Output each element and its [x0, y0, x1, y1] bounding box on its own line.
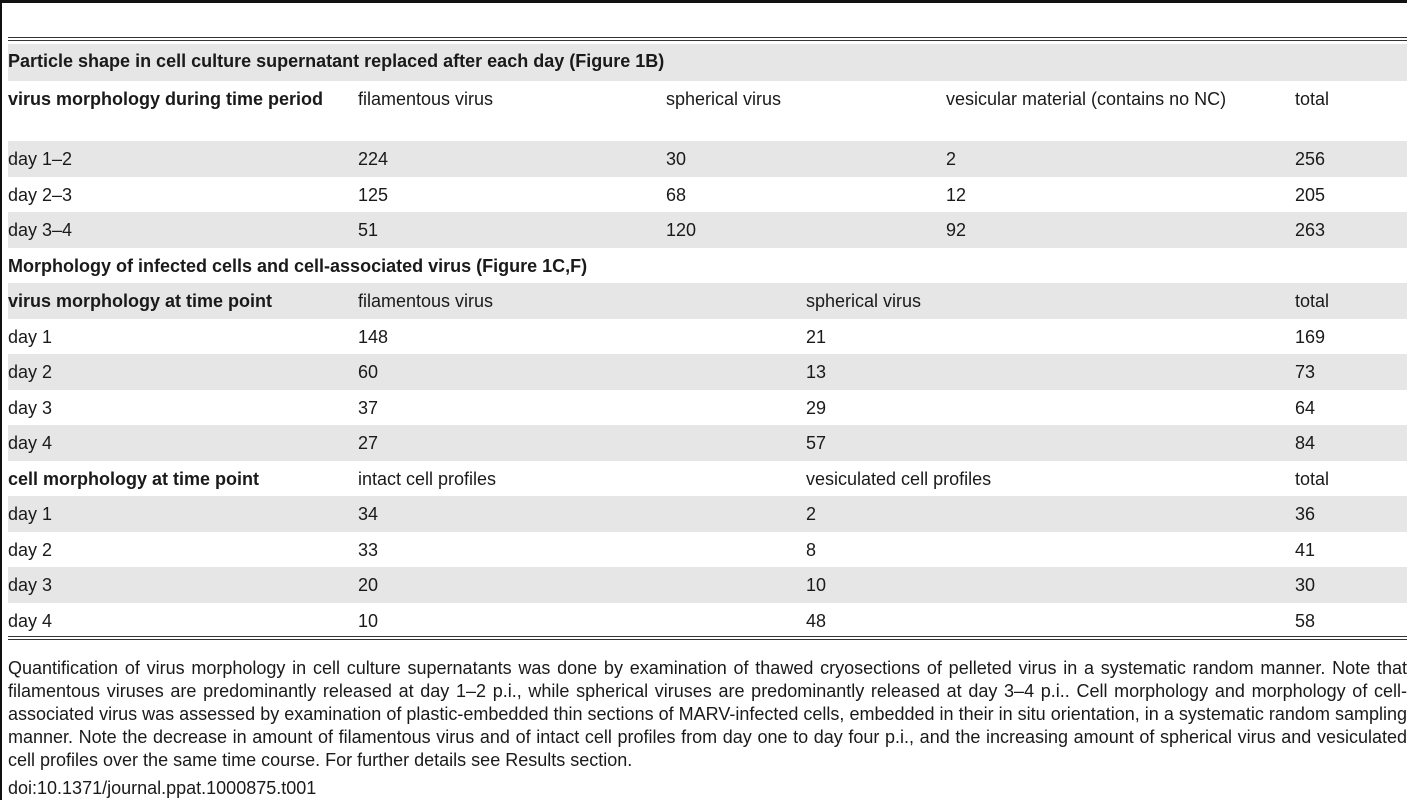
header-cell: filamentous virus	[358, 89, 494, 109]
section1-title: Particle shape in cell culture supernatant replaced after each day (Figure 1B)	[8, 44, 1407, 81]
section2-title: Morphology of infected cells and cell-associated virus (Figure 1C,F)	[8, 255, 588, 276]
header-row	[8, 283, 1407, 319]
table-row	[8, 603, 1407, 639]
table-row	[8, 141, 1407, 177]
cell: 21	[806, 326, 827, 347]
section-title-row	[8, 248, 1407, 284]
cell: 60	[358, 354, 806, 390]
table-row	[8, 319, 1407, 355]
cell: 2	[946, 141, 1295, 177]
table-row	[8, 212, 1407, 248]
cell: 224	[358, 141, 666, 177]
cell: day 4	[8, 425, 358, 461]
table-row	[8, 354, 1407, 390]
cell: 263	[1295, 212, 1407, 248]
header-cell: vesicular material (contains no NC)	[946, 89, 1227, 109]
table-bottom-rule	[8, 636, 1407, 642]
cell: 10	[806, 567, 1295, 603]
cell: 169	[1295, 326, 1326, 347]
data-table	[8, 44, 1407, 638]
cell: 205	[1295, 184, 1326, 205]
cell: 36	[1295, 496, 1407, 532]
header-cell: virus morphology at time point	[8, 283, 358, 319]
header-cell: vesiculated cell profiles	[806, 468, 992, 489]
cell: 29	[806, 397, 827, 418]
cell: 73	[1295, 354, 1407, 390]
cell: 148	[358, 326, 389, 347]
header-cell: spherical virus	[666, 89, 782, 109]
header-cell: filamentous virus	[358, 283, 806, 319]
table-row	[8, 532, 1407, 568]
cell: 48	[806, 610, 827, 631]
cell: 68	[666, 184, 687, 205]
header-row	[8, 461, 1407, 497]
cell: day 1	[8, 326, 53, 347]
cell: 10	[358, 610, 379, 631]
cell: 92	[946, 212, 1295, 248]
cell: 30	[666, 141, 946, 177]
top-border	[0, 0, 1407, 3]
header-cell: intact cell profiles	[358, 468, 497, 489]
cell: day 3	[8, 567, 358, 603]
cell: day 4	[8, 610, 53, 631]
header-cell: cell morphology at time point	[8, 468, 260, 489]
section-title-row	[8, 44, 1407, 81]
cell: 58	[1295, 610, 1316, 631]
cell: 57	[806, 425, 1295, 461]
header-cell: total	[1295, 468, 1330, 489]
cell: day 3–4	[8, 212, 358, 248]
table-top-rule-2	[8, 40, 1407, 41]
cell: day 2–3	[8, 184, 73, 205]
cell: 51	[358, 212, 666, 248]
cell: 34	[358, 496, 806, 532]
cell: day 1–2	[8, 141, 358, 177]
table-row	[8, 390, 1407, 426]
cell: 8	[806, 539, 817, 560]
table-row	[8, 177, 1407, 213]
header-row	[8, 81, 1407, 141]
cell: 2	[806, 496, 1295, 532]
header-cell: total	[1295, 89, 1330, 109]
cell: 13	[806, 354, 1295, 390]
cell: 30	[1295, 567, 1407, 603]
table-row	[8, 496, 1407, 532]
cell: 120	[666, 212, 946, 248]
cell: 41	[1295, 539, 1316, 560]
cell: 64	[1295, 397, 1316, 418]
doi-text: doi:10.1371/journal.ppat.1000875.t001	[8, 778, 317, 798]
header-cell: total	[1295, 283, 1407, 319]
cell: 256	[1295, 141, 1407, 177]
cell: 84	[1295, 425, 1407, 461]
cell: day 2	[8, 539, 53, 560]
cell: 125	[358, 184, 389, 205]
header-cell: virus morphology during time period	[8, 89, 324, 109]
cell: 20	[358, 567, 806, 603]
cell: 37	[358, 397, 379, 418]
table-caption: Quantification of virus morphology in cell culture supernatants was done by examination of thawed cryosections of pelleted virus in a systematic random manner. Note that filamentous viruses are predominantly released at day 1–2 p.i., while spherical viruses are predominantly released at day 3–4 p.i.. Cell morphology and morphology of cell-associated virus was assessed by examination of plastic-embedded thin sections of MARV-infected cells, embedded in their in situ orientation, in a systematic random sampling manner. Note the decrease in amount of filamentous virus and of intact cell profiles from day one to day four p.i., and the increasing amount of spherical virus and vesiculated cell profiles over the same time course. For further details see Results section.	[8, 658, 1407, 770]
table-row	[8, 425, 1407, 461]
table-row	[8, 567, 1407, 603]
header-cell: spherical virus	[806, 283, 1295, 319]
cell: day 2	[8, 354, 358, 390]
cell: 27	[358, 425, 806, 461]
cell: day 3	[8, 397, 53, 418]
table-top-rule	[8, 37, 1407, 38]
cell: 33	[358, 539, 379, 560]
cell: day 1	[8, 496, 358, 532]
cell: 12	[946, 184, 967, 205]
